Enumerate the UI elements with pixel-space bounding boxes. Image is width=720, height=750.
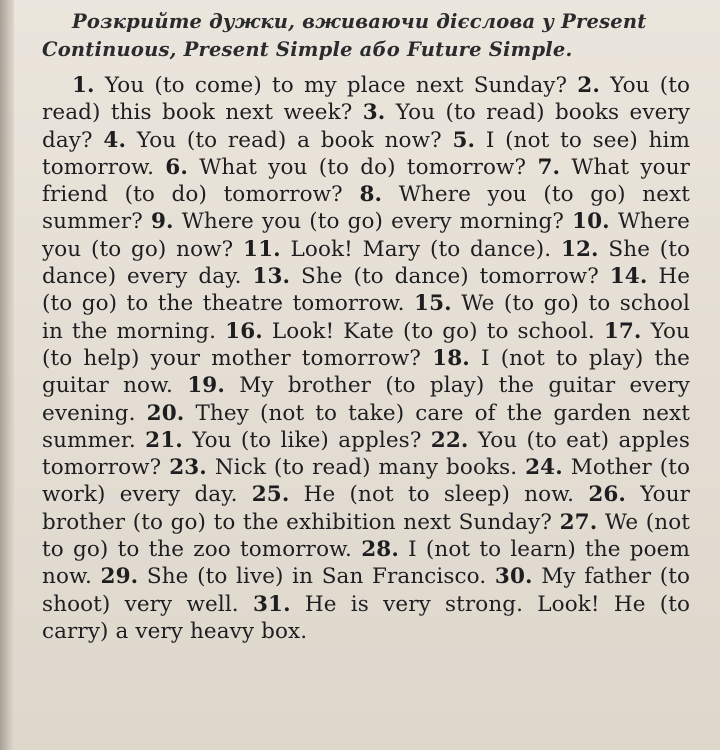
sentence-number: 9. [150,209,174,235]
sentence-text: My brother (to play) the guitar every evening. [42,373,691,426]
sentence-number: 11. [243,236,281,262]
sentence-number: 29. [100,564,139,590]
sentence-text: Nick (to read) many books. [214,455,518,481]
sentence-number: 2. [577,73,600,98]
sentence-text: He is very strong. Look! He (to carry) a very heavy box. [42,591,691,644]
sentence-text: You (to eat) apples tomorrow? [42,427,691,481]
sentence-number: 24. [525,455,563,481]
sentence-number: 14. [609,264,648,290]
sentence-text: You (to read) this book next week? [42,73,691,126]
sentence-text: She (to dance) tomorrow? [301,264,599,290]
sentence-number: 17. [603,318,642,344]
sentence-number: 23. [169,455,207,481]
sentence-number: 31. [252,591,291,617]
sentence-number: 27. [559,509,598,535]
sentence-text: Where you (to go) every morning? [181,209,564,235]
sentence-text: She (to live) in San Francisco. [146,564,487,590]
sentence-text: Where you (to go) next summer? [42,182,691,235]
sentence-number: 13. [252,264,291,290]
sentence-text: You (to read) a book now? [136,127,442,153]
sentence-text: Your brother (to go) to the exhibition next Sunday? [42,482,691,535]
sentence-number: 4. [103,127,127,153]
sentence-text: We (not to go) to the zoo tomorrow. [42,509,691,563]
sentence-text: You (to read) books every day? [42,100,691,153]
sentence-text: They (not to take) care of the garden next summer. [42,400,690,453]
sentence-text: My father (to shoot) very well. [42,564,691,617]
sentence-text: What you (to do) tomorrow? [199,154,527,180]
sentence-text: I (not to play) the guitar now. [42,345,691,399]
sentence-number: 8. [359,182,383,208]
sentence-text: He (to go) to the theatre tomorrow. [42,264,691,317]
sentence-number: 12. [560,236,599,262]
sentence-text: Mother (to work) every day. [42,455,691,508]
sentence-number: 15. [414,291,452,317]
sentence-text: We (to go) to school in the morning. [42,291,690,344]
sentence-text: Where you (to go) now? [42,209,690,262]
sentence-number: 19. [187,373,225,399]
sentence-number: 3. [362,100,386,126]
exercise-content [42,8,690,645]
sentence-text: You (to like) apples? [192,427,422,453]
sentence-text: Look! Kate (to go) to school. [271,318,595,344]
sentence-text: You (to help) your mother tomorrow? [42,318,690,371]
sentence-number: 16. [225,318,263,344]
sentence-number: 21. [145,427,183,453]
sentence-number: 7. [537,154,561,180]
exercise-body [42,72,690,645]
exercise-instruction [42,8,690,64]
sentence-text: He (not to sleep) now. [303,482,575,508]
sentence-text: I (not to see) him tomorrow. [42,127,691,180]
sentence-text: You (to come) to my place next Sunday? [104,73,568,98]
sentence-number: 22. [430,427,469,453]
sentence-number: 20. [146,400,185,426]
instruction-line-1: Розкрийте дужки, вживаючи дієслова у Present [72,10,647,33]
sentence-number: 5. [452,127,476,153]
sentence-number: 25. [251,482,290,508]
sentence-text: She (to dance) every day. [42,236,691,290]
page-gutter [0,0,14,750]
sentence-number: 6. [165,154,188,180]
sentence-text: What your friend (to do) tomorrow? [42,154,691,208]
sentence-number: 18. [432,345,470,371]
sentence-number: 26. [588,482,627,508]
sentence-number: 1. [72,73,95,98]
sentence-text: Look! Mary (to dance). [290,236,552,262]
instruction-line-2: Continuous, Present Simple або Future Simple. [42,38,573,61]
sentence-number: 30. [494,564,533,590]
sentence-number: 10. [572,209,610,235]
sentence-number: 28. [361,537,399,563]
sentence-text: I (not to learn) the poem now. [42,537,690,590]
